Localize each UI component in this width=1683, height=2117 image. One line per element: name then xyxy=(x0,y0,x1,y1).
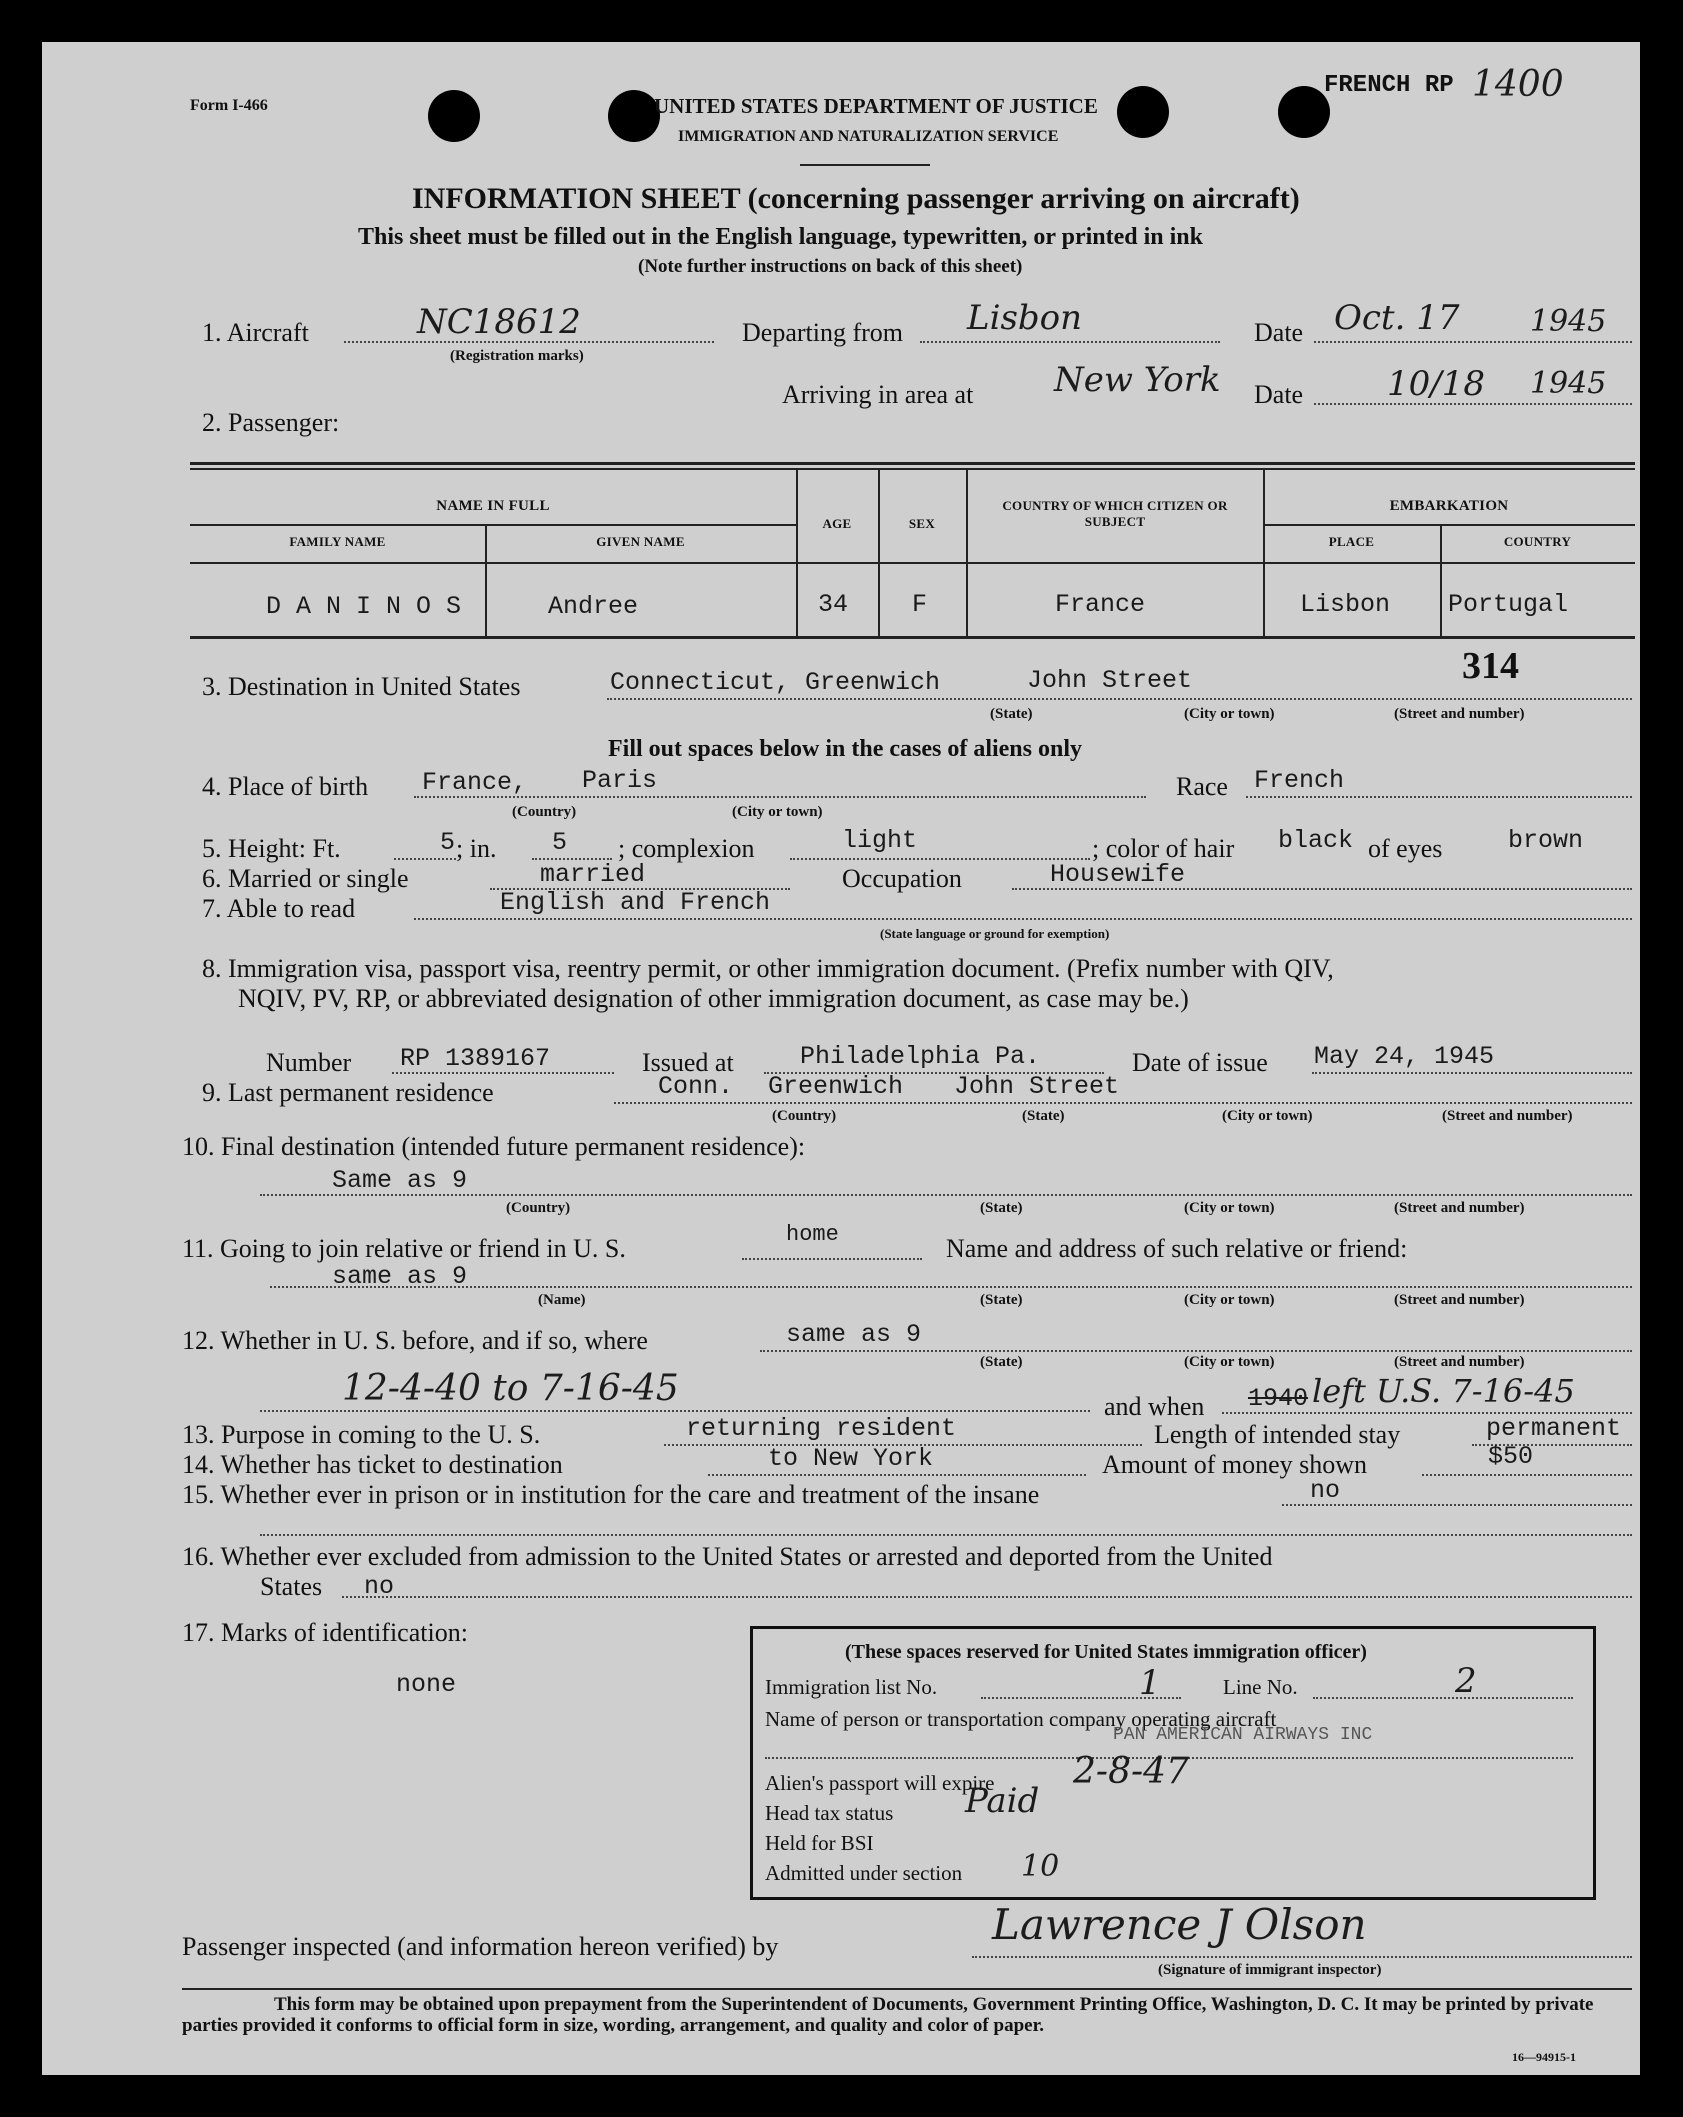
excluded-value: no xyxy=(364,1572,395,1601)
aircraft-registration: NC18612 xyxy=(417,302,581,342)
last-residence-country: Conn. xyxy=(658,1072,734,1101)
in-us-period-line xyxy=(260,1410,1090,1412)
embark-country-value: Portugal xyxy=(1448,590,1569,619)
race-label: Race xyxy=(1176,772,1228,801)
embarkation-header-visible: EMBARKATION xyxy=(1389,498,1509,514)
place-header: PLACE xyxy=(1328,534,1375,549)
eyes-value: brown xyxy=(1508,826,1584,855)
line-no-line xyxy=(1313,1697,1573,1699)
head-tax-value: Paid xyxy=(965,1781,1040,1821)
arrive-date-label: Date xyxy=(1254,380,1304,409)
sex-header: SEX xyxy=(908,516,936,531)
excluded-line xyxy=(342,1596,1632,1598)
read-label: 7. Able to read xyxy=(202,894,356,923)
passenger-table xyxy=(190,462,1635,642)
read-line xyxy=(414,918,1632,920)
passport-expire-label: Alien's passport will expire xyxy=(765,1771,995,1795)
inspector-signature: Lawrence J Olson xyxy=(992,1900,1367,1949)
last-residence-label: 9. Last permanent residence xyxy=(202,1078,494,1107)
destination-number: 314 xyxy=(1462,645,1519,687)
occupation-value: Housewife xyxy=(1050,860,1186,889)
caption-city: (City or town) xyxy=(1184,1354,1275,1370)
caption-street: (Street and number) xyxy=(1394,1200,1525,1216)
footer-text: This form may be obtained upon prepayment from the Superintendent of Documents, Government Printing Office, Washington, D. C. It may be printed by private parties provided it conforms to official form in size, wording, arrangement, and quality and color of paper. xyxy=(182,1994,1594,2036)
money-value: $50 xyxy=(1488,1442,1534,1471)
registration-caption: (Registration marks) xyxy=(450,348,584,364)
departing-line xyxy=(920,341,1220,343)
hair-value: black xyxy=(1278,826,1354,855)
complexion-label: ; complexion xyxy=(618,834,755,863)
family-name-value: D A N I N O S xyxy=(266,592,462,621)
form-number: Form I-466 xyxy=(190,97,268,114)
in-us-before-line xyxy=(760,1350,1632,1352)
caption-name: (Name) xyxy=(538,1292,586,1308)
document-label-line1: 8. Immigration visa, passport visa, reentry permit, or other immigration document. (Prefix number with QIV, xyxy=(202,954,1334,983)
document-label-line2: NQIV, PV, RP, or abbreviated designation of other immigration document, as case may be.) xyxy=(238,984,1189,1013)
punch-hole xyxy=(608,90,660,142)
depart-date-value: Oct. 17 xyxy=(1334,298,1460,338)
country-header: COUNTRY xyxy=(1503,534,1572,549)
caption-street: (Street and number) xyxy=(1442,1108,1573,1124)
height-ft-line xyxy=(394,858,456,860)
passenger-label: 2. Passenger: xyxy=(202,408,340,437)
purpose-label: 13. Purpose in coming to the U. S. xyxy=(182,1420,541,1449)
when-year-value: 1940 xyxy=(1248,1384,1309,1413)
arrive-date-value: 10/18 xyxy=(1387,364,1485,404)
form-note: (Note further instructions on back of this sheet) xyxy=(638,256,1023,277)
marks-value: none xyxy=(396,1670,457,1699)
ticket-value: to New York xyxy=(768,1444,934,1473)
caption-city: (City or town) xyxy=(732,804,823,820)
service-name: IMMIGRATION AND NATURALIZATION SERVICE xyxy=(678,128,1059,145)
birth-city-value: Paris xyxy=(582,766,658,795)
table-top-rule-2 xyxy=(190,468,1635,470)
sex-value: F xyxy=(912,590,928,619)
destination-street: John Street xyxy=(1027,666,1193,695)
issue-date-label: Date of issue xyxy=(1132,1048,1268,1077)
officer-box xyxy=(750,1626,1596,1900)
and-when-label: and when xyxy=(1104,1392,1205,1421)
money-label: Amount of money shown xyxy=(1102,1450,1368,1479)
caption-state: (State) xyxy=(990,706,1033,722)
number-label: Number xyxy=(266,1048,352,1077)
caption-city: (City or town) xyxy=(1184,706,1275,722)
caption-state: (State) xyxy=(1022,1108,1065,1124)
height-ft-value: 5 xyxy=(440,828,456,857)
footer-rule xyxy=(182,1988,1632,1990)
issue-date-value: May 24, 1945 xyxy=(1314,1042,1495,1071)
name-in-full-header: NAME IN FULL xyxy=(436,498,550,514)
age-header: AGE xyxy=(822,516,852,531)
caption-state: (State) xyxy=(980,1354,1023,1370)
imm-list-value: 1 xyxy=(1139,1663,1161,1703)
caption-street: (Street and number) xyxy=(1394,706,1525,722)
prison-line-2 xyxy=(260,1534,1632,1536)
held-bsi-label: Held for BSI xyxy=(765,1831,874,1855)
table-bottom-rule xyxy=(190,636,1635,639)
destination-state-city: Connecticut, Greenwich xyxy=(610,668,941,697)
departing-value: Lisbon xyxy=(967,298,1083,338)
marks-label: 17. Marks of identification: xyxy=(182,1618,468,1647)
arriving-value: New York xyxy=(1054,360,1221,400)
height-label: 5. Height: Ft. xyxy=(202,834,341,863)
imm-list-label: Immigration list No. xyxy=(765,1675,938,1699)
purpose-value: returning resident xyxy=(686,1414,957,1443)
caption-state: (State) xyxy=(980,1200,1023,1216)
complexion-line xyxy=(790,858,1090,860)
when-left-value: left U.S. 7-16-45 xyxy=(1312,1372,1575,1410)
form-title: INFORMATION SHEET (concerning passenger arriving on aircraft) xyxy=(412,182,1300,215)
birth-label: 4. Place of birth xyxy=(202,772,369,801)
destination-line xyxy=(607,698,1632,700)
in-us-before-value: same as 9 xyxy=(786,1320,922,1349)
last-residence-street: John Street xyxy=(954,1072,1120,1101)
officer-box-title: (These spaces reserved for United States immigration officer) xyxy=(845,1641,1367,1663)
department-name: UNITED STATES DEPARTMENT OF JUSTICE xyxy=(654,94,1098,118)
depart-date-line xyxy=(1314,341,1632,343)
passport-expire-value: 2-8-47 xyxy=(1073,1751,1189,1792)
last-residence-line xyxy=(614,1102,1632,1104)
caption-language: (State language or ground for exemption) xyxy=(880,926,1110,941)
read-value: English and French xyxy=(500,888,771,917)
occupation-label: Occupation xyxy=(842,864,962,893)
caption-country: (Country) xyxy=(506,1200,571,1216)
caption-country: (Country) xyxy=(772,1108,837,1124)
depart-year-value: 1945 xyxy=(1530,304,1607,339)
aliens-only-heading: Fill out spaces below in the cases of aliens only xyxy=(608,736,1083,762)
final-destination-label: 10. Final destination (intended future permanent residence): xyxy=(182,1132,806,1161)
in-us-before-label: 12. Whether in U. S. before, and if so, where xyxy=(182,1326,648,1355)
ticket-line xyxy=(708,1474,1086,1476)
caption-city: (City or town) xyxy=(1184,1292,1275,1308)
complexion-value: light xyxy=(842,826,918,855)
marital-label: 6. Married or single xyxy=(202,864,409,893)
table-header-rule xyxy=(190,524,796,526)
print-code: 16—94915-1 xyxy=(1512,2050,1576,2064)
caption-city: (City or town) xyxy=(1222,1108,1313,1124)
race-line xyxy=(1246,796,1632,798)
departing-label: Departing from xyxy=(742,318,904,347)
join-relative-value: home xyxy=(786,1222,839,1247)
issue-date-line xyxy=(1312,1072,1632,1074)
in-us-period-value: 12-4-40 to 7-16-45 xyxy=(342,1368,679,1409)
age-value: 34 xyxy=(818,590,849,619)
col-divider xyxy=(878,470,880,638)
line-no-label: Line No. xyxy=(1223,1675,1298,1699)
length-stay-value: permanent xyxy=(1486,1414,1622,1443)
money-line xyxy=(1422,1474,1632,1476)
marital-value: married xyxy=(540,860,646,889)
file-reference-number: 1400 xyxy=(1472,64,1564,105)
file-reference: FRENCH RP xyxy=(1324,72,1454,99)
height-in-value: 5 xyxy=(552,828,568,857)
depart-date-label: Date xyxy=(1254,318,1304,347)
height-in-label: ; in. xyxy=(456,834,497,863)
excluded-label-line1: 16. Whether ever excluded from admission to the United States or arrested and deported from the United xyxy=(182,1542,1273,1571)
citizen-header: COUNTRY OF WHICH CITIZEN OR SUBJECT xyxy=(1002,498,1228,529)
document-number-value: RP 1389167 xyxy=(400,1044,551,1073)
table-header-bottom xyxy=(190,562,1635,564)
join-relative-line xyxy=(742,1258,922,1260)
citizen-value: France xyxy=(1055,590,1146,619)
race-value: French xyxy=(1254,766,1345,795)
admitted-label: Admitted under section xyxy=(765,1861,963,1885)
header-rule xyxy=(800,164,930,166)
inspected-label: Passenger inspected (and information hereon verified) by xyxy=(182,1932,779,1961)
final-destination-value: Same as 9 xyxy=(332,1166,468,1195)
line-no-value: 2 xyxy=(1455,1661,1477,1701)
family-name-header: FAMILY NAME xyxy=(289,534,386,549)
punch-hole xyxy=(428,90,480,142)
caption-state: (State) xyxy=(980,1292,1023,1308)
length-stay-label: Length of intended stay xyxy=(1154,1420,1401,1449)
issued-at-value: Philadelphia Pa. xyxy=(800,1042,1041,1071)
eyes-label: of eyes xyxy=(1368,834,1443,863)
col-divider xyxy=(966,470,968,638)
caption-street: (Street and number) xyxy=(1394,1292,1525,1308)
prison-label: 15. Whether ever in prison or in institution for the care and treatment of the insane xyxy=(182,1480,1040,1509)
relative-address-label: Name and address of such relative or friend: xyxy=(946,1234,1408,1263)
transport-value: PAN AMERICAN AIRWAYS INC xyxy=(1113,1725,1373,1745)
hair-label: ; color of hair xyxy=(1092,834,1235,863)
col-divider xyxy=(796,470,798,638)
excluded-label-line2: States xyxy=(260,1572,323,1601)
issued-at-label: Issued at xyxy=(642,1048,734,1077)
birth-country-value: France, xyxy=(422,768,528,797)
table-header-rule-emb xyxy=(1263,524,1635,526)
arrive-year-value: 1945 xyxy=(1530,366,1607,401)
caption-city: (City or town) xyxy=(1184,1200,1275,1216)
destination-label: 3. Destination in United States xyxy=(202,672,521,701)
form-subtitle: This sheet must be filled out in the English language, typewritten, or printed in ink xyxy=(358,224,1203,250)
col-divider xyxy=(1263,470,1265,638)
document-page xyxy=(42,42,1640,2075)
prison-value: no xyxy=(1310,1476,1341,1505)
aircraft-label: 1. Aircraft xyxy=(202,318,309,347)
ticket-label: 14. Whether has ticket to destination xyxy=(182,1450,563,1479)
join-relative-label: 11. Going to join relative or friend in U. S. xyxy=(182,1234,626,1263)
head-tax-label: Head tax status xyxy=(765,1801,894,1825)
signature-line xyxy=(972,1956,1632,1958)
relative-address-value: same as 9 xyxy=(332,1262,468,1291)
arriving-label: Arriving in area at xyxy=(782,380,974,409)
admitted-value: 10 xyxy=(1021,1849,1060,1884)
transport-label: Name of person or transportation company operating aircraft xyxy=(765,1707,1277,1731)
table-top-rule xyxy=(190,462,1635,465)
signature-caption: (Signature of immigrant inspector) xyxy=(1158,1962,1382,1978)
caption-street: (Street and number) xyxy=(1394,1354,1525,1370)
given-name-value: Andree xyxy=(548,592,639,621)
last-residence-city: Greenwich xyxy=(768,1072,904,1101)
given-name-header: GIVEN NAME xyxy=(596,534,685,549)
punch-hole xyxy=(1278,86,1330,138)
caption-country: (Country) xyxy=(512,804,577,820)
embark-place-value: Lisbon xyxy=(1300,590,1391,619)
relative-address-line xyxy=(270,1286,1632,1288)
punch-hole xyxy=(1117,86,1169,138)
